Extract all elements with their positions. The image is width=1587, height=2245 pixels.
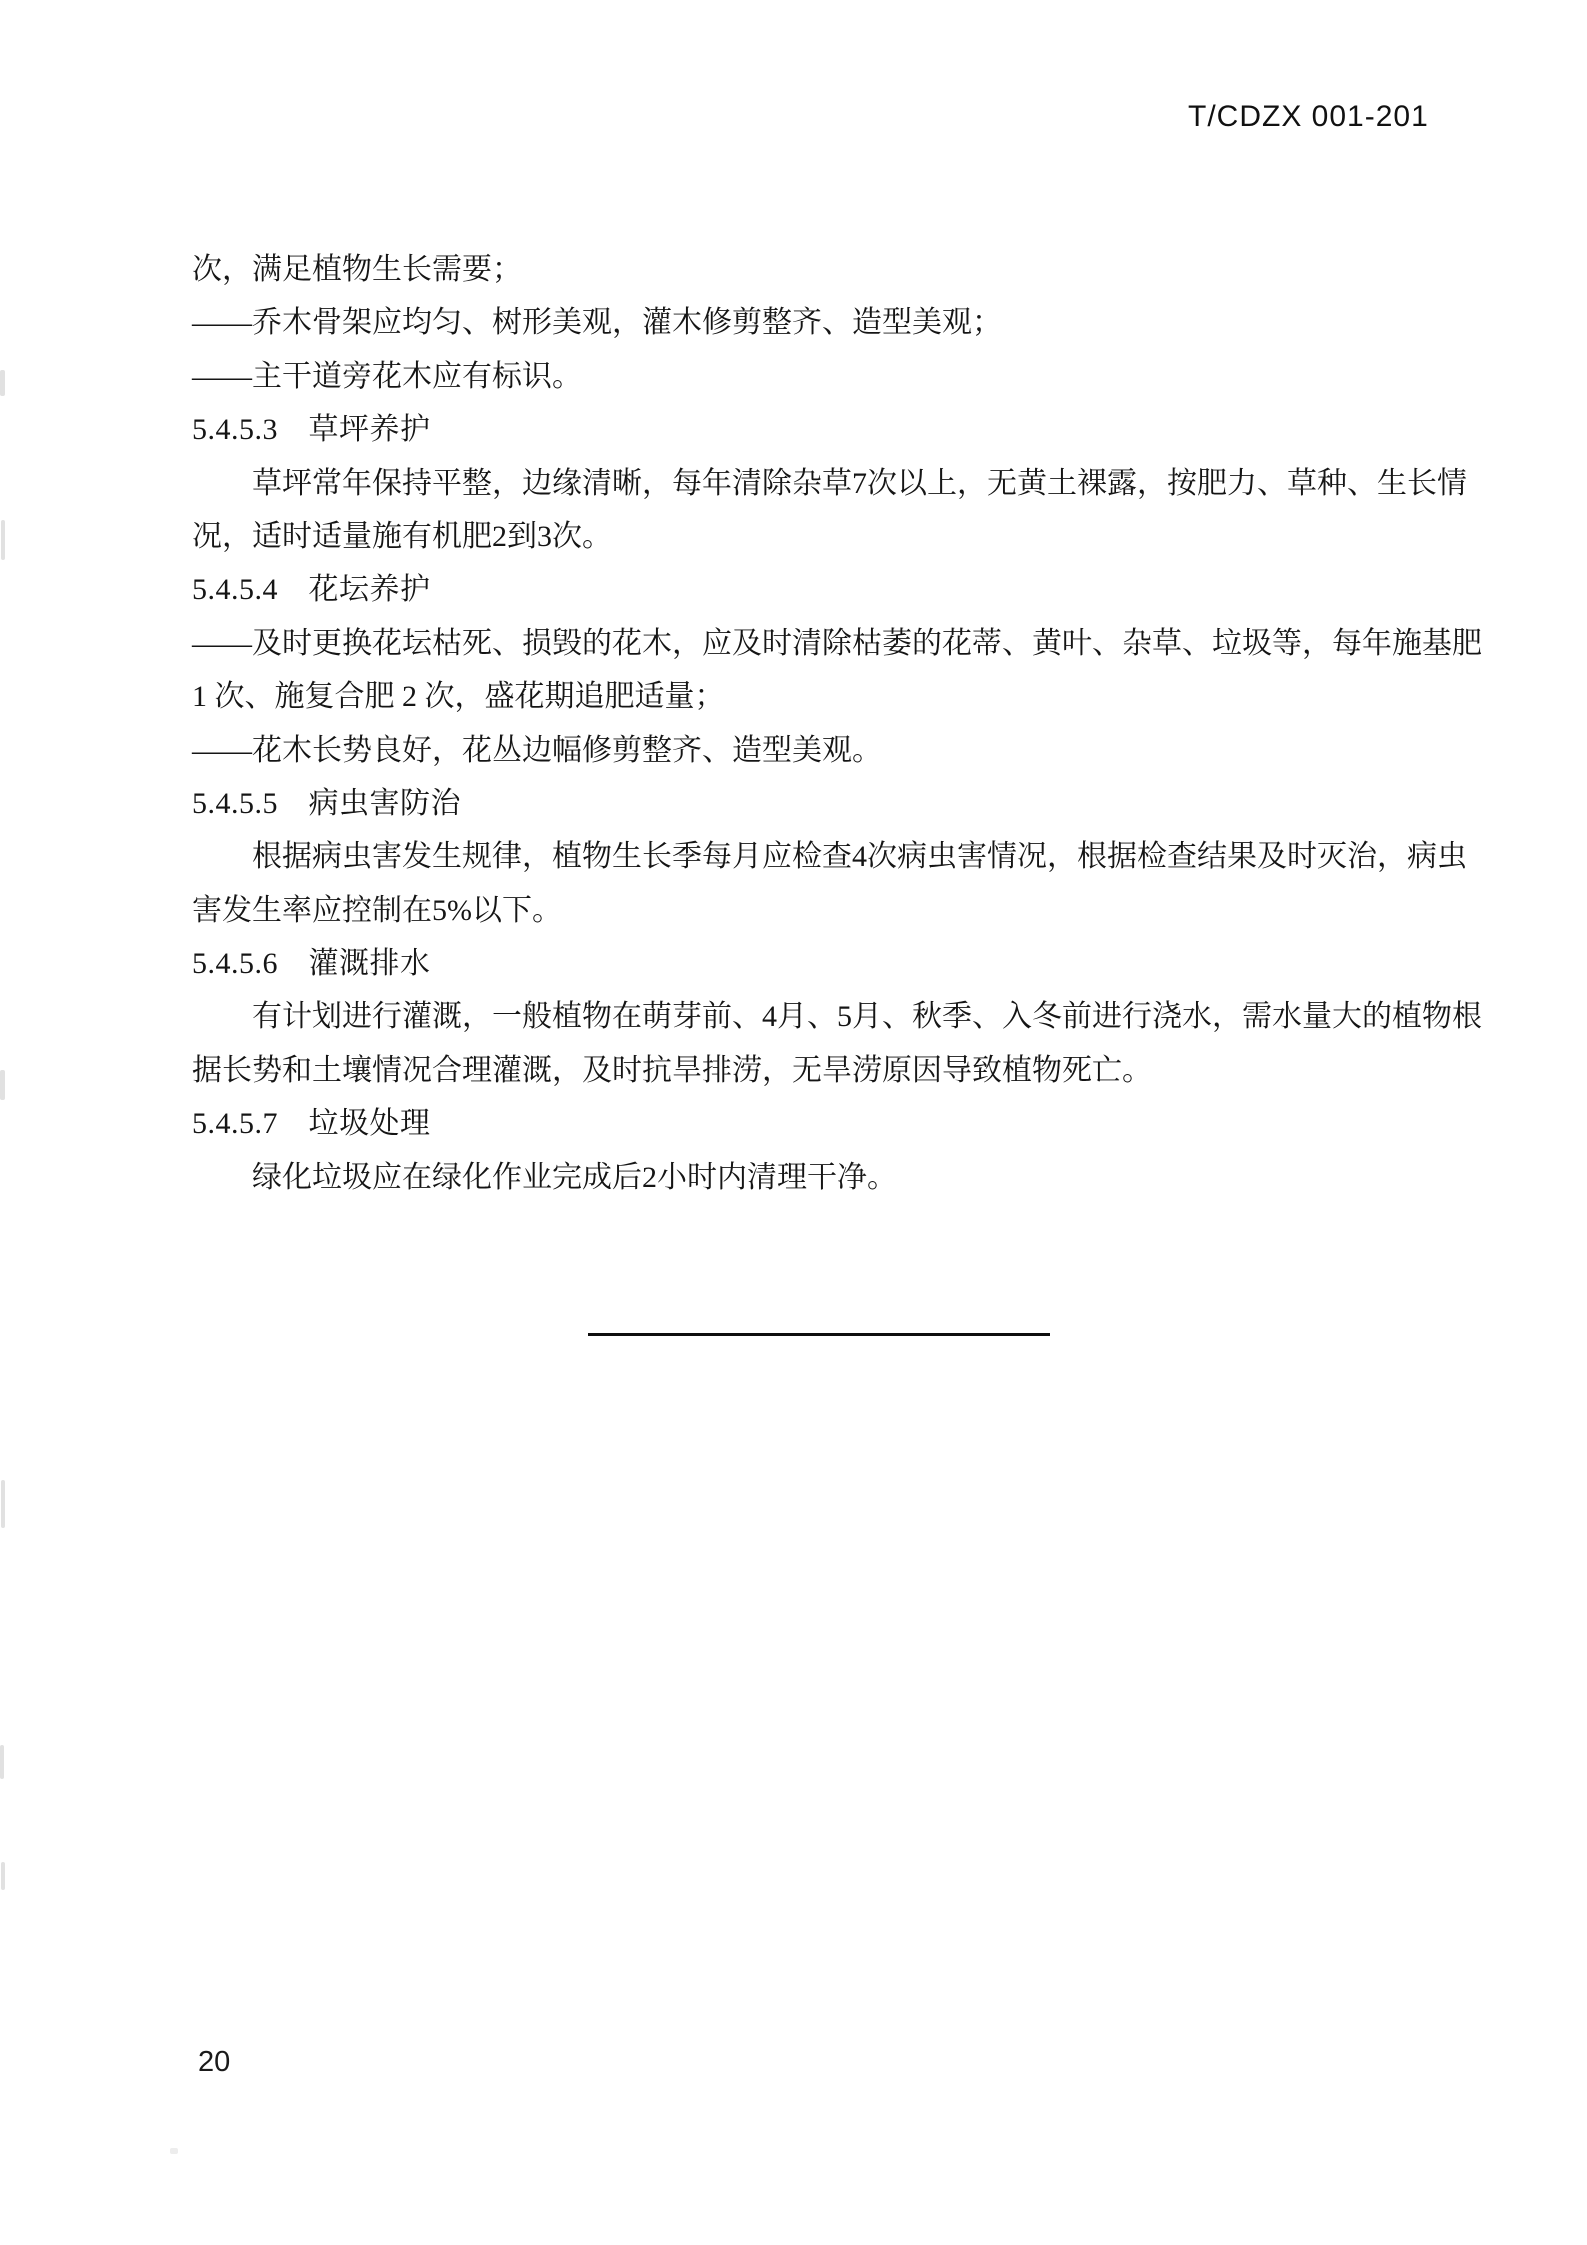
doc-line-continuation: 据长势和土壤情况合理灌溉，及时抗旱排涝，无旱涝原因导致植物死亡。 (192, 1053, 1152, 1087)
doc-line-continuation: 次，满足植物生长需要； (192, 253, 522, 286)
doc-line-paragraph: 根据病虫害发生规律，植物生长季每月应检查4次病虫害情况，根据检查结果及时灭治，病虫 (252, 840, 1467, 874)
document-body (192, 243, 1482, 1204)
doc-line-continuation: 1 次、施复合肥 2 次，盛花期追肥适量； (192, 680, 725, 714)
standard-code-header: T/CDZX 001-201 (1188, 100, 1429, 133)
scan-artifact (170, 2148, 178, 2154)
doc-line-dash-item: ——花木长势良好，花丛边幅修剪整齐、造型美观。 (192, 733, 882, 767)
doc-line-dash-item: ——乔木骨架应均匀、树形美观，灌木修剪整齐、造型美观； (192, 306, 1002, 340)
scan-artifact (0, 370, 5, 396)
scan-artifact (1, 1862, 5, 1890)
doc-line-dash-item: ——及时更换花坛枯死、损毁的花木，应及时清除枯萎的花蒂、黄叶、杂草、垃圾等，每年施基肥 (192, 626, 1482, 660)
clause-heading-5457: 5.4.5.7 垃圾处理 (192, 1107, 431, 1141)
doc-line-continuation: 况，适时适量施有机肥2到3次。 (192, 519, 612, 553)
scan-artifact (1, 520, 5, 560)
doc-line-paragraph: 绿化垃圾应在绿化作业完成后2小时内清理干净。 (252, 1160, 897, 1194)
doc-line-dash-item: ——主干道旁花木应有标识。 (192, 359, 582, 393)
scan-artifact (0, 1745, 4, 1779)
scan-artifact (0, 1070, 5, 1100)
doc-line-paragraph: 草坪常年保持平整，边缘清晰，每年清除杂草7次以上，无黄土裸露，按肥力、草种、生长情 (252, 466, 1467, 500)
clause-heading-5454: 5.4.5.4 花坛养护 (192, 573, 431, 607)
doc-line-paragraph: 有计划进行灌溉，一般植物在萌芽前、4月、5月、秋季、入冬前进行浇水，需水量大的植物根 (252, 1000, 1482, 1034)
clause-heading-5453: 5.4.5.3 草坪养护 (192, 413, 431, 447)
clause-heading-5456: 5.4.5.6 灌溉排水 (192, 947, 431, 981)
doc-line-continuation: 害发生率应控制在5%以下。 (192, 893, 562, 927)
page-number: 20 (198, 2046, 231, 2078)
clause-heading-5455: 5.4.5.5 病虫害防治 (192, 786, 461, 820)
end-of-text-divider-line (588, 1333, 1050, 1336)
scan-artifact (1, 1480, 5, 1528)
